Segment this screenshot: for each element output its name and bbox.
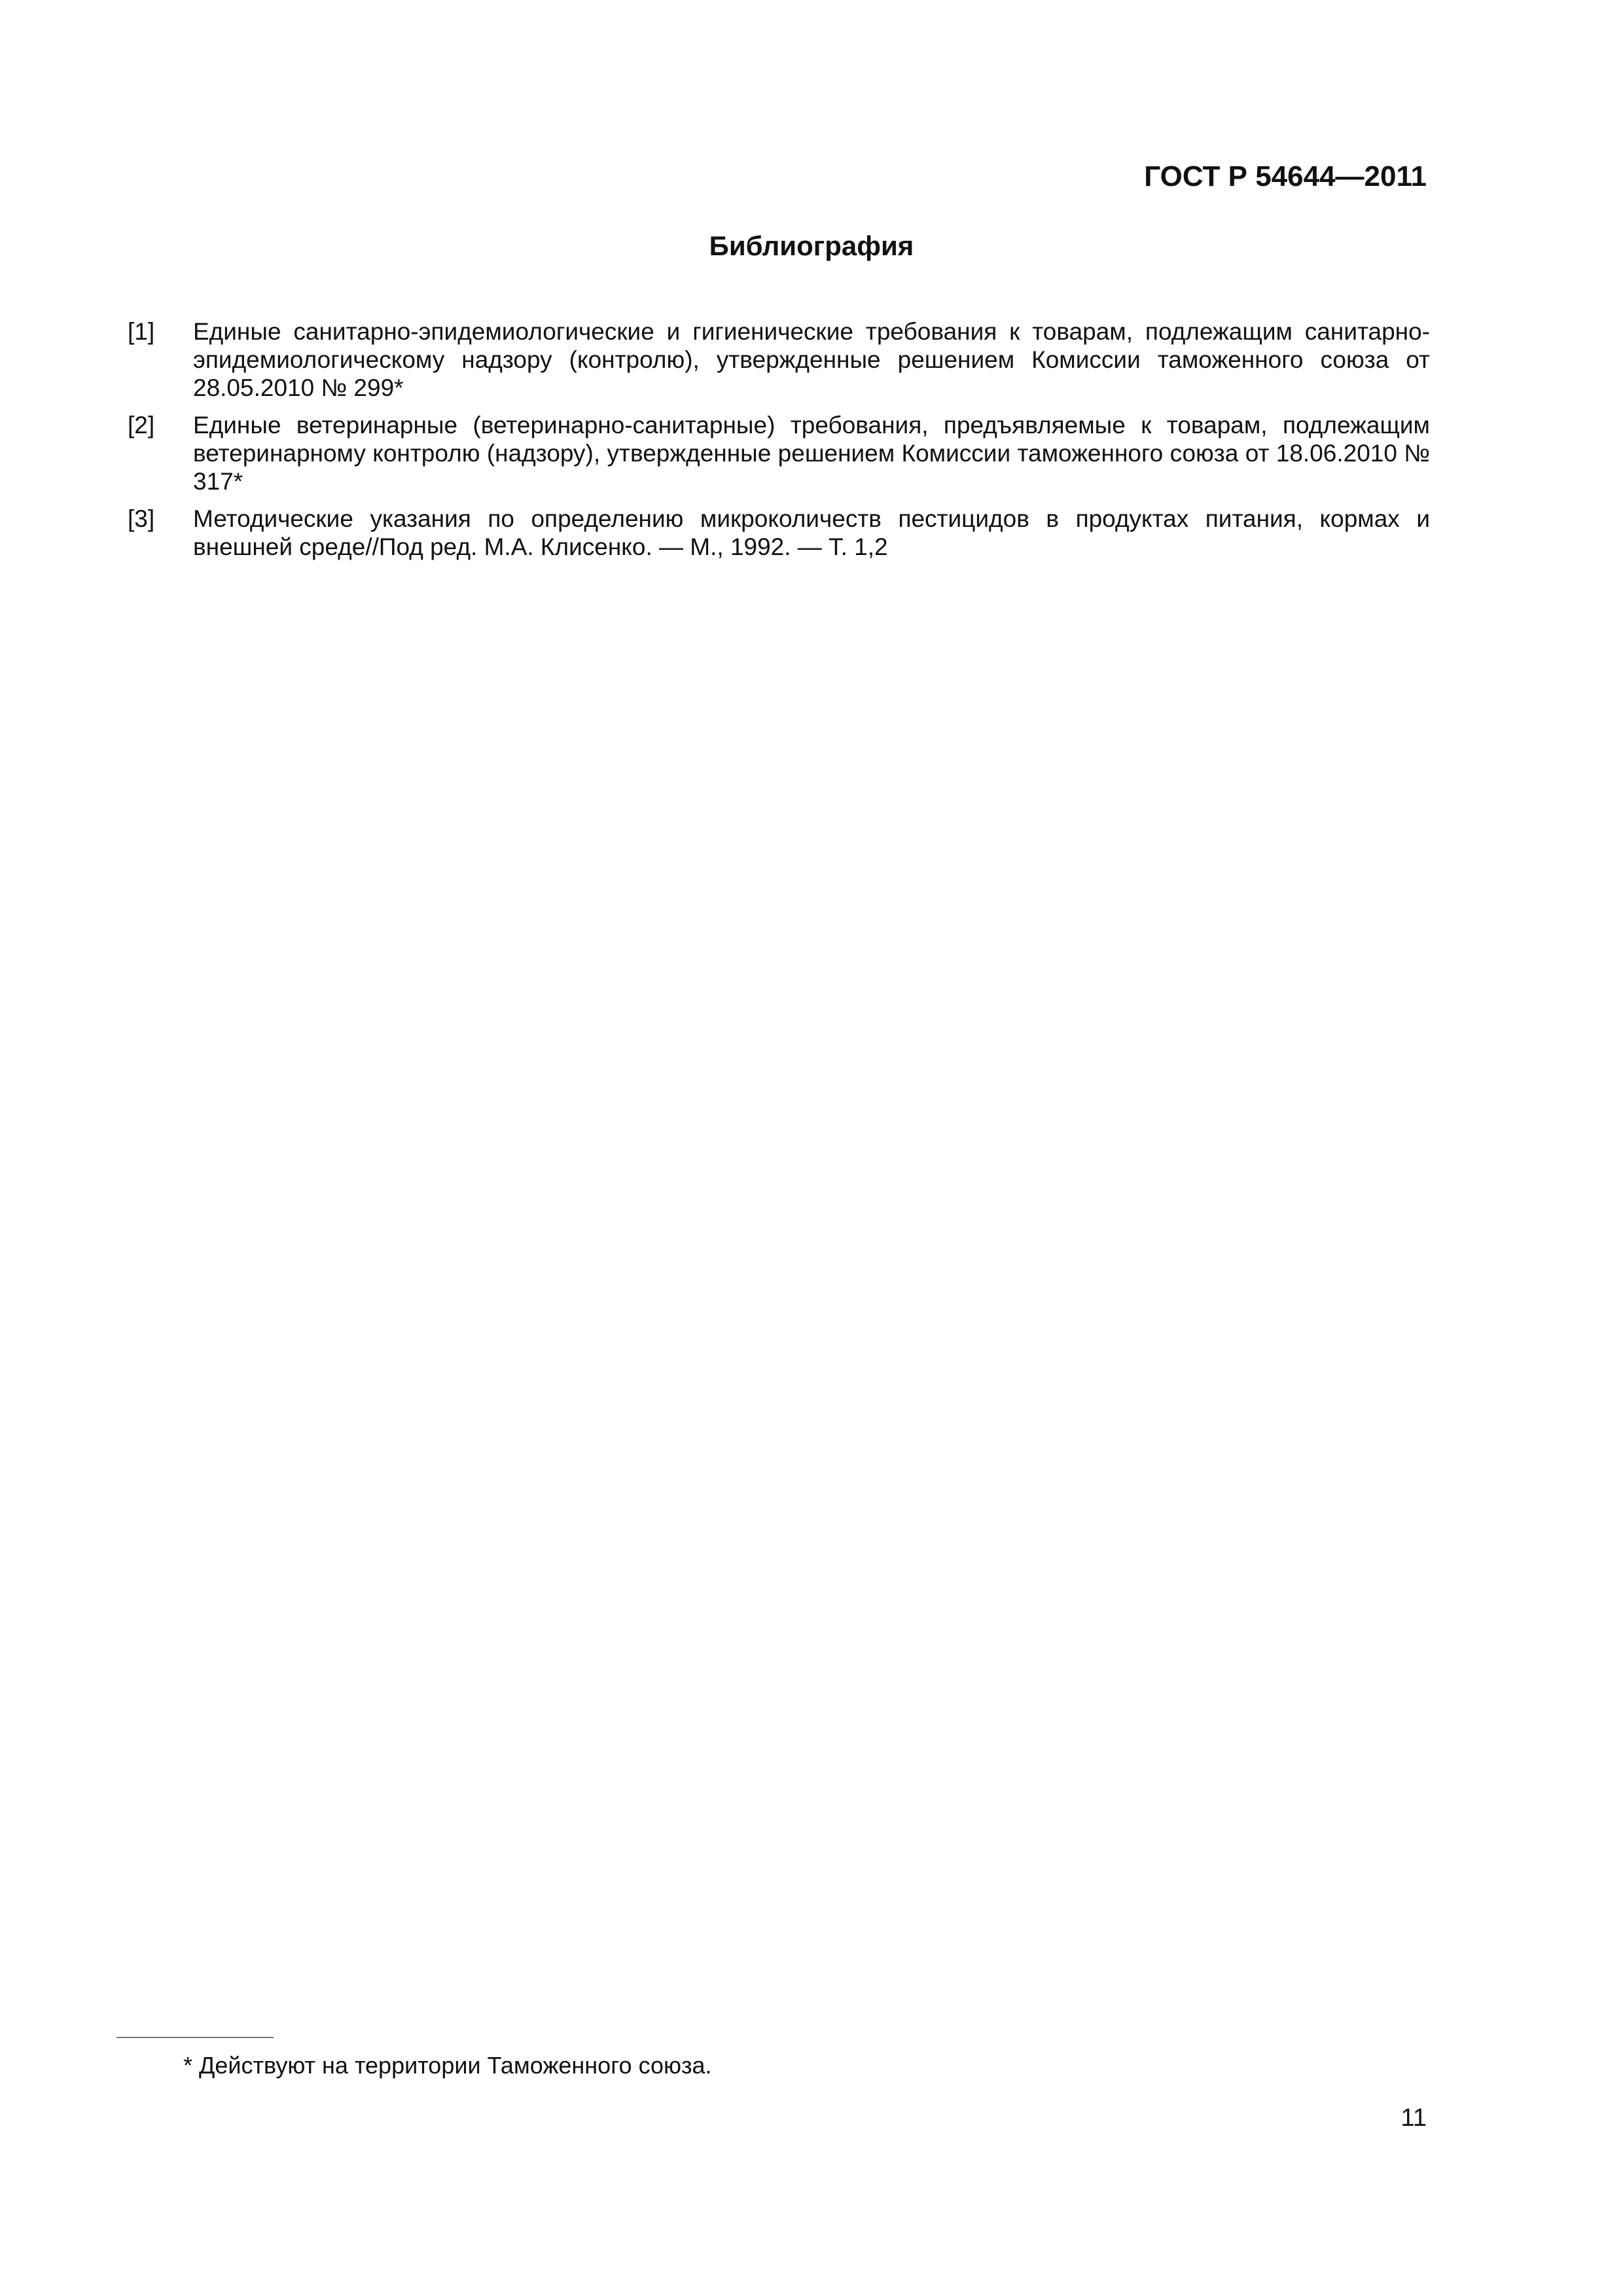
bibliography-item-text: Единые санитарно-эпидемиологические и гигиенические требования к товарам, подлежащим санитарно-эпидемиологическому надзору (контролю), утвержденные решением Комиссии таможенного союза от 28.05.2010 № 299* [193, 318, 1430, 401]
bibliography-item [128, 505, 1430, 561]
bibliography-list [128, 317, 1430, 570]
section-title: Библиография [709, 230, 914, 261]
footnote: * Действуют на территории Таможенного союза. [183, 2052, 712, 2079]
footnote-divider [116, 2037, 274, 2038]
bibliography-item-text: Методические указания по определению микроколичеств пестицидов в продуктах питания, кормах и внешней среде//Под ред. М.А. Клисенко. — М., 1992. — Т. 1,2 [193, 505, 1430, 560]
bibliography-item-text: Единые ветеринарные (ветеринарно-санитарные) требования, предъявляемые к товарам, подлежащим ветеринарному контролю (надзору), утвержденные решением Комиссии таможенного союза от 18.06.2010 № 317* [193, 412, 1430, 495]
bibliography-item-number: [3] [128, 505, 155, 532]
bibliography-item-number: [1] [128, 318, 155, 345]
bibliography-item [128, 317, 1430, 402]
bibliography-item-number: [2] [128, 412, 155, 439]
standard-code: ГОСТ Р 54644—2011 [1144, 160, 1427, 192]
page-number: 11 [1400, 2104, 1427, 2132]
bibliography-item [128, 411, 1430, 495]
